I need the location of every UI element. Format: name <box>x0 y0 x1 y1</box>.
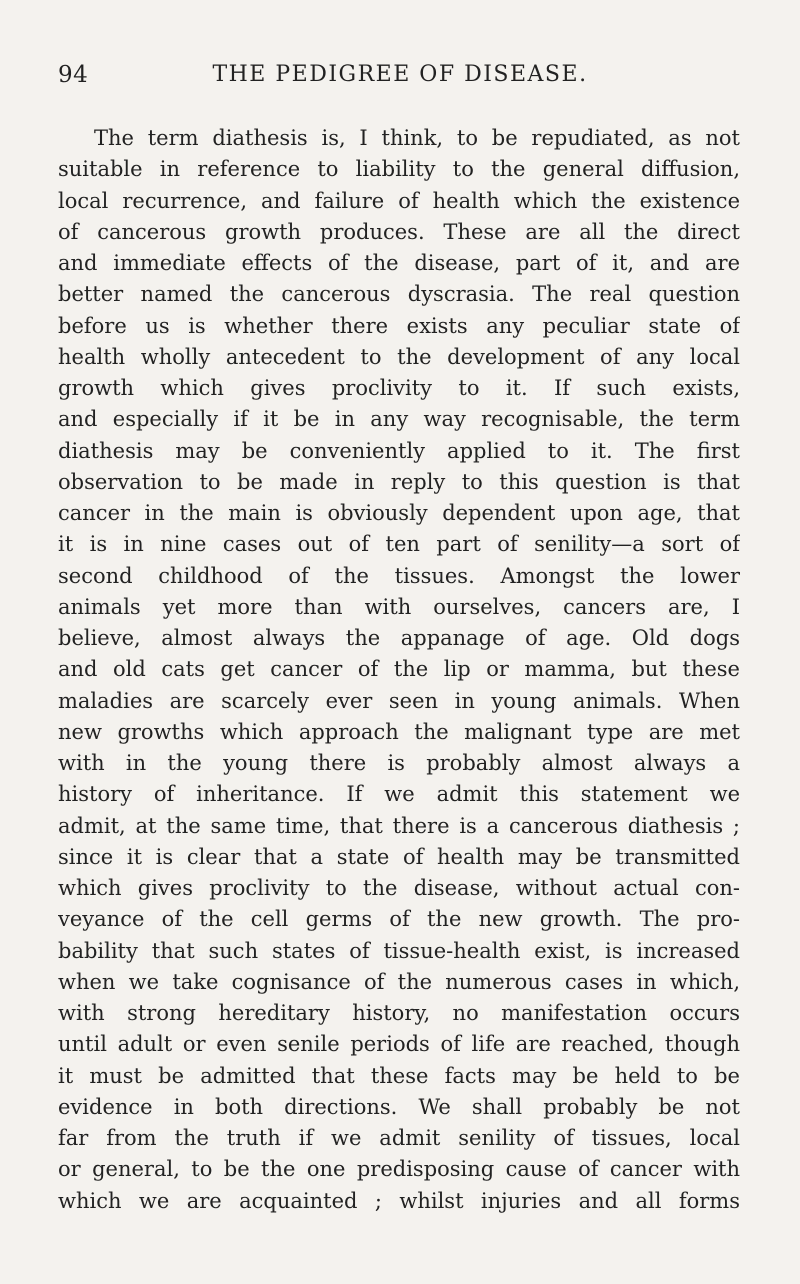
running-title: THE PEDIGREE OF DISEASE. <box>212 62 588 87</box>
page-number: 94 <box>58 62 89 88</box>
text-line: and especially if it be in any way recognisable, the term <box>58 407 740 432</box>
running-head <box>0 62 800 92</box>
text-line: veyance of the cell germs of the new growth. The pro- <box>58 907 740 932</box>
text-line: local recurrence, and failure of health which the existence <box>58 188 740 213</box>
text-line: since it is clear that a state of health may be transmitted <box>58 844 740 869</box>
text-line: or general, to be the one predisposing cause of cancer with <box>58 1157 740 1182</box>
text-line: far from the truth if we admit senility of tissues, local <box>58 1126 740 1150</box>
text-line: evidence in both directions. We shall probably be not <box>58 1094 740 1119</box>
text-line: health wholly antecedent to the development of any local <box>58 344 740 369</box>
text-line: it must be admitted that these facts may be held to be <box>58 1063 740 1088</box>
text-line: better named the cancerous dyscrasia. The real question <box>58 282 740 307</box>
text-line: admit, at the same time, that there is a cancerous diathesis ; <box>58 813 740 838</box>
text-line: with in the young there is probably almost always a <box>58 751 740 775</box>
text-line: believe, almost always the appanage of age. Old dogs <box>58 626 740 650</box>
text-line: diathesis may be conveniently applied to it. The first <box>58 438 740 463</box>
text-line: observation to be made in reply to this question is that <box>58 469 740 494</box>
text-line: second childhood of the tissues. Amongst the lower <box>58 563 740 588</box>
text-line: growth which gives proclivity to it. If such exists, <box>58 376 740 400</box>
text-line: it is in nine cases out of ten part of senility—a sort of <box>58 532 740 557</box>
text-line: when we take cognisance of the numerous cases in which, <box>58 969 740 994</box>
text-line: of cancerous growth produces. These are all the direct <box>58 219 740 244</box>
text-line: suitable in reference to liability to the general diffusion, <box>58 157 740 182</box>
text-line: until adult or even senile periods of life are reached, though <box>58 1032 740 1057</box>
text-line: maladies are scarcely ever seen in young animals. When <box>58 688 740 713</box>
body-paragraph <box>58 123 740 1217</box>
text-line: before us is whether there exists any peculiar state of <box>58 313 740 338</box>
text-line: with strong hereditary history, no manifestation occurs <box>58 1001 740 1025</box>
text-line: cancer in the main is obviously dependent upon age, that <box>58 501 740 525</box>
text-line: and old cats get cancer of the lip or mamma, but these <box>58 657 740 682</box>
text-line: and immediate effects of the disease, part of it, and are <box>58 251 740 275</box>
text-line: animals yet more than with ourselves, cancers are, I <box>58 594 740 619</box>
text-line: The term diathesis is, I think, to be repudiated, as not <box>94 126 740 150</box>
text-line: bability that such states of tissue-health exist, is increased <box>58 938 740 963</box>
text-line: new growths which approach the malignant type are met <box>58 719 740 744</box>
text-line: which gives proclivity to the disease, without actual con- <box>58 876 740 900</box>
text-line: which we are acquainted ; whilst injuries and all forms <box>58 1188 740 1213</box>
text-line: history of inheritance. If we admit this statement we <box>58 782 740 807</box>
